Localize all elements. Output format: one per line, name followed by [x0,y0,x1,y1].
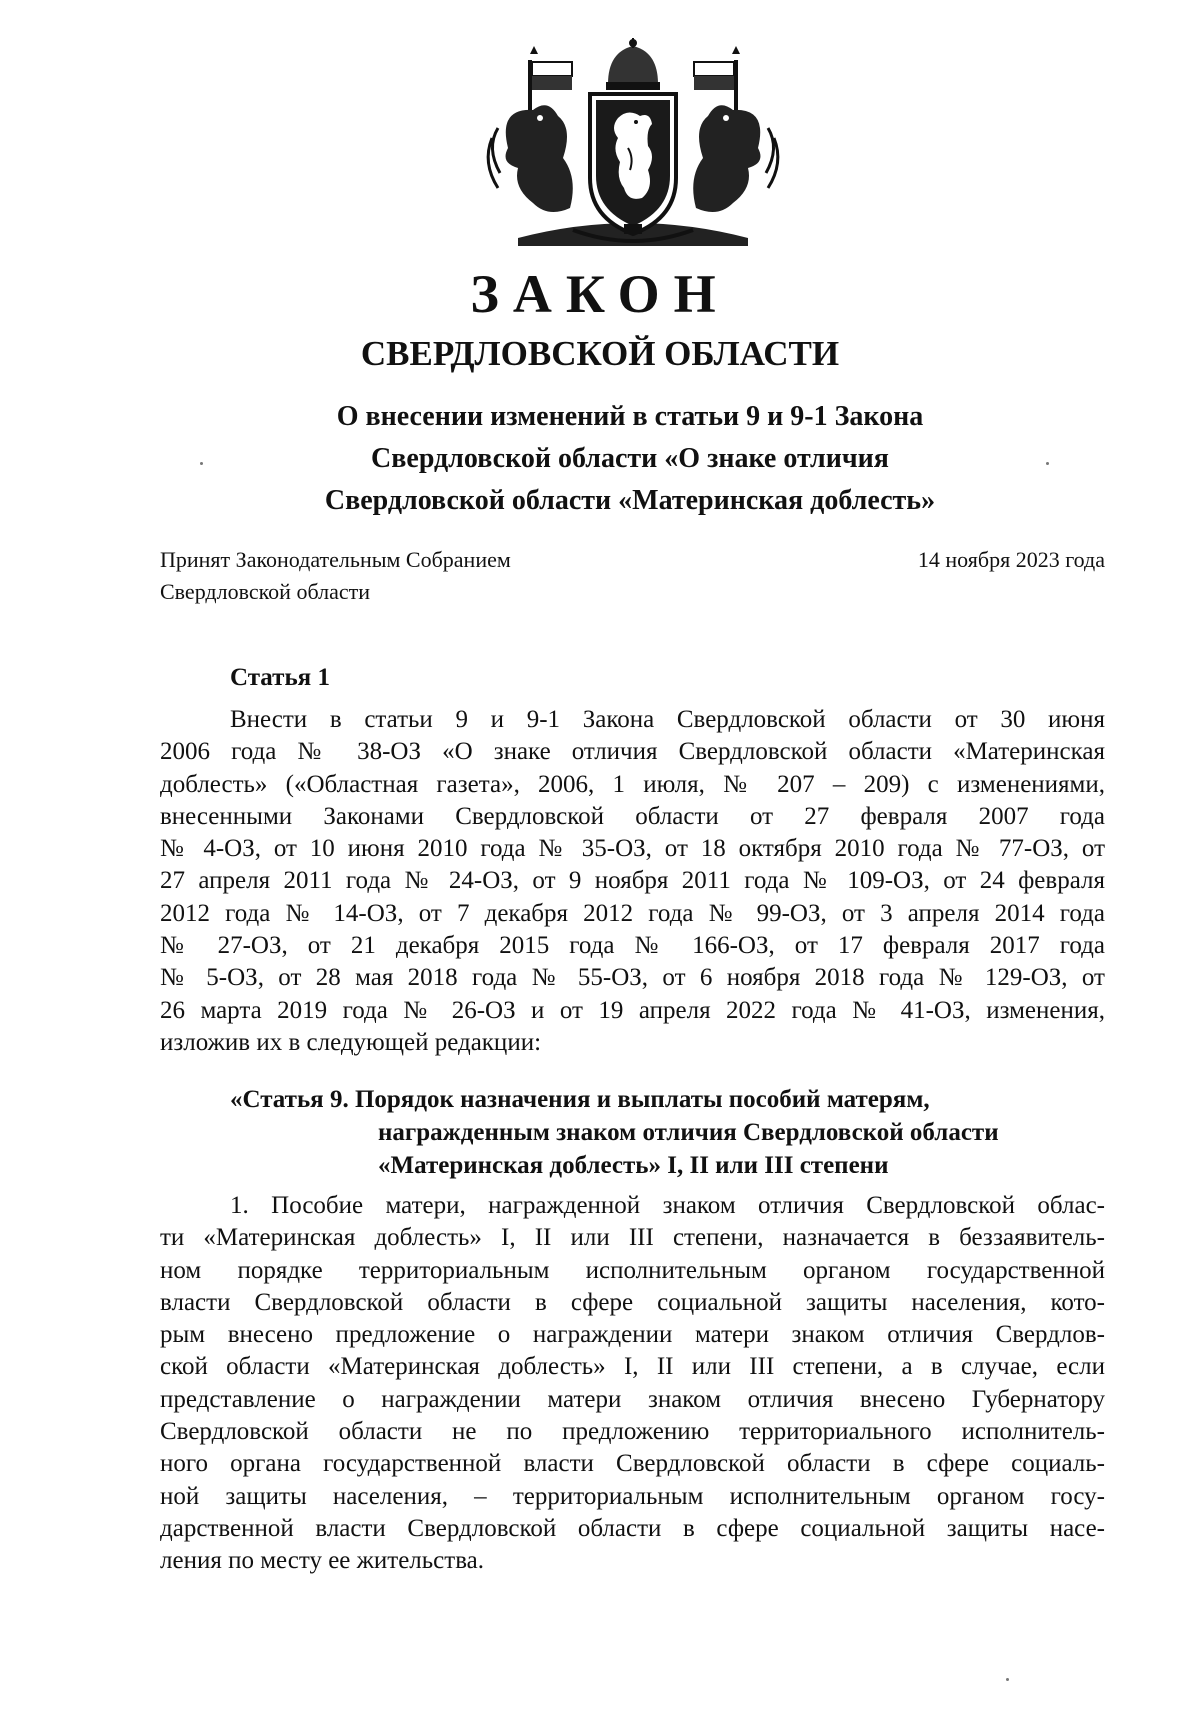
text-line: внесенными Законами Свердловской области от 27 февраля 2007 года [160,802,1105,830]
article-1-heading: Статья 1 [230,664,330,691]
law-region: СВЕРДЛОВСКОЙ ОБЛАСТИ [360,334,840,373]
text-line: Внести в статьи 9 и 9-1 Закона Свердловской области от 30 июня [230,706,1105,733]
text-line: 26 марта 2019 года № 26-ОЗ и от 19 апреля 2022 года № 41-ОЗ, изменения, [160,996,1105,1024]
text-line: ной защиты населения, – территориальным исполнительным органом госу- [160,1482,1105,1510]
scan-speck [200,462,203,465]
coat-of-arms-icon [478,38,788,250]
text-line: ти «Материнская доблесть» I, II или III степени, назначается в беззаявитель- [160,1224,1105,1252]
text-line: ном порядке территориальным исполнительным органом государственной [160,1256,1105,1284]
law-subject [200,396,1060,522]
subject-line: Свердловской области «Материнская доблесть» [324,485,936,516]
article-9-paragraph-1 [160,1190,1105,1578]
text-line: Свердловской области не по предложению территориального исполнитель- [160,1418,1105,1446]
adoption-line: Принят Законодательным Собранием [160,547,511,572]
heading-line: «Статья 9. Порядок назначения и выплаты пособий матерям, [230,1086,930,1113]
heading-line: «Материнская доблесть» I, II или III степени [378,1152,889,1179]
text-line: 1. Пособие матери, награжденной знаком отличия Свердловской облас- [230,1192,1105,1219]
text-line: № 4-ОЗ, от 10 июня 2010 года № 35-ОЗ, от 18 октября 2010 года № 77-ОЗ, от [160,835,1105,863]
subject-line: О внесении изменений в статьи 9 и 9-1 Закона [336,401,924,432]
text-line: № 5-ОЗ, от 28 мая 2018 года № 55-ОЗ, от 6 ноября 2018 года № 129-ОЗ, от [160,964,1105,992]
text-line: доблесть» («Областная газета», 2006, 1 июля, № 207 – 209) с изменениями, [160,770,1105,798]
text-line: представление о награждении матери знаком отличия внесено Губернатору [160,1385,1105,1413]
scan-speck [1046,462,1049,465]
text-line: 27 апреля 2011 года № 24-ОЗ, от 9 ноября 2011 года № 109-ОЗ, от 24 февраля [160,867,1105,895]
text-line: изложив их в следующей редакции: [160,1028,542,1056]
adoption-date: 14 ноября 2023 года [917,547,1105,572]
article-1-paragraph [160,704,1105,1059]
article-9-heading [230,1083,1110,1182]
text-line: рым внесено предложение о награждении матери знаком отличия Свердлов- [160,1321,1105,1349]
text-line: ления по месту ее жительства. [160,1547,485,1575]
text-line: власти Свердловской области в сфере социальной защиты населения, кото- [160,1288,1105,1316]
scan-speck [1006,1678,1009,1681]
text-line: ской области «Материнская доблесть» I, II или III степени, а в случае, если [160,1353,1105,1381]
heading-line: награжденным знаком отличия Свердловской области [378,1119,999,1146]
adoption-line: Свердловской области [160,579,370,604]
law-title: ЗАКОН [470,264,730,324]
subject-line: Свердловской области «О знаке отличия [371,443,889,474]
text-line: № 27-ОЗ, от 21 декабря 2015 года № 166-ОЗ, от 17 февраля 2017 года [160,932,1105,960]
text-line: ного органа государственной власти Свердловской области в сфере социаль- [160,1450,1105,1478]
text-line: 2006 года № 38-ОЗ «О знаке отличия Свердловской области «Материнская [160,738,1105,766]
text-line: 2012 года № 14-ОЗ, от 7 декабря 2012 года № 99-ОЗ, от 3 апреля 2014 года [160,899,1105,927]
adoption-statement [160,544,511,608]
text-line: дарственной власти Свердловской области в сфере социальной защиты насе- [160,1514,1105,1542]
